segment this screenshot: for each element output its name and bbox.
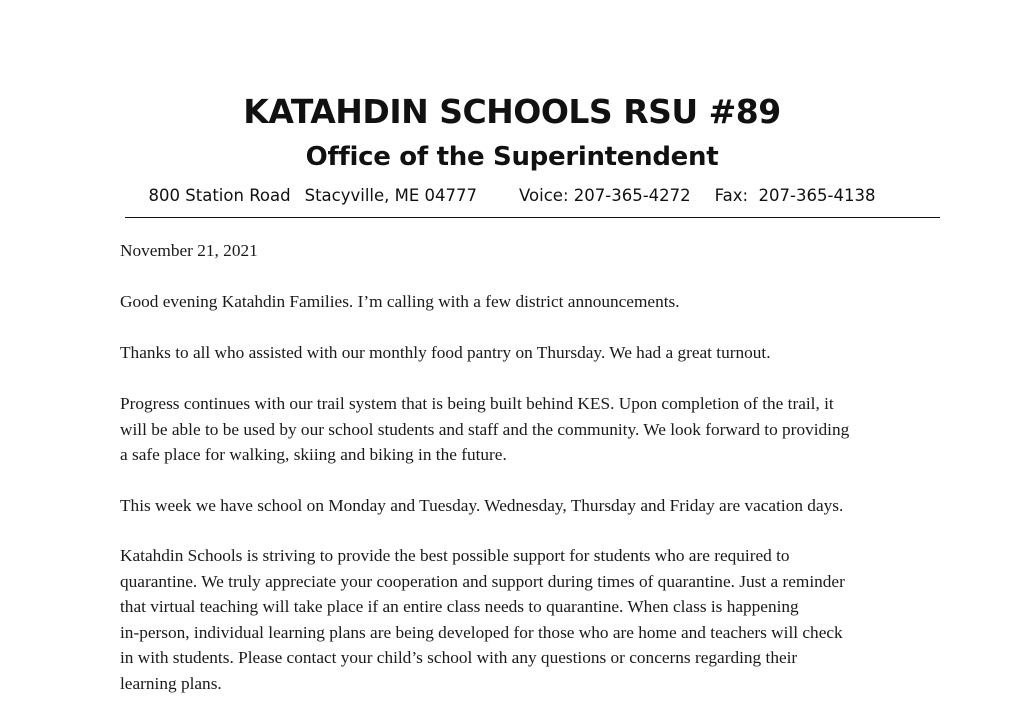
voice-number: Voice: 207-365-4272: [519, 186, 691, 205]
letter-date: November 21, 2021: [120, 241, 258, 260]
letterhead-divider: [125, 217, 940, 218]
greeting-paragraph: Good evening Katahdin Families. I’m calling with a few district announcements.: [120, 292, 680, 311]
paragraph-line: will be able to be used by our school students and staff and the community. We look forward to providing: [120, 419, 850, 439]
schedule-paragraph: This week we have school on Monday and Tuesday. Wednesday, Thursday and Friday are vacation days.: [120, 496, 844, 515]
quarantine-paragraph: [120, 543, 940, 697]
food-pantry-paragraph: Thanks to all who assisted with our monthly food pantry on Thursday. We had a great turnout.: [120, 343, 771, 362]
fax-number: Fax: 207-365-4138: [714, 186, 876, 205]
street-address: 800 Station Road: [148, 186, 291, 205]
paragraph-line: learning plans.: [120, 673, 222, 693]
contact-info: [0, 186, 1024, 205]
paragraph-line: Progress continues with our trail system that is being built behind KES. Upon completion of the trail, it: [120, 394, 834, 413]
trail-paragraph: [120, 391, 940, 468]
paragraph-line: quarantine. We truly appreciate your cooperation and support during times of quarantine. Just a reminder: [120, 571, 845, 591]
paragraph-line: that virtual teaching will take place if an entire class needs to quarantine. When class is happening: [120, 597, 799, 617]
paragraph-line: Katahdin Schools is striving to provide the best possible support for students who are required to: [120, 546, 790, 565]
paragraph-line: in-person, individual learning plans are being developed for those who are home and teachers will check: [120, 622, 843, 642]
office-title: Office of the Superintendent: [305, 142, 719, 172]
organization-name: KATAHDIN SCHOOLS RSU #89: [243, 92, 781, 131]
paragraph-line: a safe place for walking, skiing and biking in the future.: [120, 445, 507, 465]
paragraph-line: in with students. Please contact your child’s school with any questions or concerns regarding their: [120, 648, 798, 668]
city-state-zip: Stacyville, ME 04777: [304, 186, 478, 205]
